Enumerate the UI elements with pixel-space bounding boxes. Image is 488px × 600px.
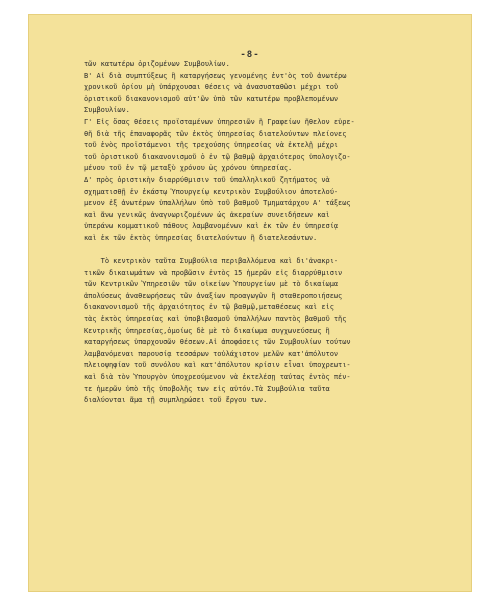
text-line: καὶ ἐκ τῶν ἐκτὸς ὑπηρεσίας διατελούντων ἢ διατελεσάντων. [84,233,318,242]
text-line: τοῦ ἑνὸς προϊστάμενοι τῆς τρεχούσης ὑπηρεσίας νὰ ἐκτελῇ μέχρι [84,141,339,150]
text-line: λαμβανόμεναι παρουσίᾳ τεσσάρων τοὐλάχιστον μελῶν κατ'ἀπόλυτον [84,349,339,358]
text-line: χρονικοῦ ὁρίου μὴ ὑπάρχουσαι θέσεις νὰ ἀνασυσταθῶσι μέχρι τοῦ [84,83,339,92]
text-line: Γ' Εἰς ὅσας θέσεις προϊσταμένων ὑπηρεσιῶν ἢ Γραφείων ἤθελον εὑρε- [84,117,355,126]
text-line: θῆ διὰ τῆς ἐπαναφορᾶς τῶν ἐκτὸς ὑπηρεσίας διατελούντων πλείονες [84,129,347,138]
text-line: τῶν κατωτέρω ὁριζομένων Συμβουλίων. [84,60,230,68]
text-line: ὁριστικοῦ διακανονισμοῦ αὐτ'ῶν ὑπὸ τῶν κατωτέρω προβλεπομένων [84,94,339,103]
text-line [84,245,464,257]
text-line: τικῶν δικαιωμάτων νὰ προβῶσιν ἐντὸς 15 ἡμερῶν εἰς διαρρύθμισιν [84,268,343,277]
text-line: καὶ ἄνω γενικῶς ἀναγνωριζομένων ὡς ἀκεραίων συνειδήσεων καὶ [84,210,330,219]
text-line: διαλύονται ἅμα τῇ συμπληρώσει τοῦ ἔργου των. [84,396,268,405]
page-number: -8- [240,50,260,60]
text-line: διακανονισμοῦ τῆς ἀρχαιότητος ἐν τῷ βαθμῷ,μεταθέσεως καὶ εἰς [84,303,334,312]
text-line: καὶ διὰ τὸν Ὑπουργὸν ὑποχρεούμενον νὰ ἐκτελέσῃ ταύτας ἐντὸς πέν- [84,373,351,382]
text-line: Δ' πρὸς ὁριστικὴν διαρρύθμισιν τοῦ ὑπαλληλικοῦ ζητήματος νὰ [84,175,330,184]
typewritten-text [84,59,464,407]
text-line: τε ἡμερῶν ὑπὸ τῆς ὑποβολῆς των εἰς αὐτόν.Τὰ Συμβούλια ταῦτα [84,384,330,393]
text-line: Β' Αἱ διὰ συμπτύξεως ἢ καταργήσεως γενομένης ἐντ'ὸς τοῦ ἀνωτέρω [84,71,347,80]
text-line: μενον ἐξ ἀνωτέρων ὑπαλλήλων ὑπὸ τοῦ βαθμοῦ Τμηματάρχου Α' τάξεως [84,199,351,208]
text-line: τῶν Κεντρικῶν Ὑπηρεσιῶν τῶν οἰκείων Ὑπουργείων μὲ τὸ δικαίωμα [84,280,339,289]
text-line: καταργήσεως ὑπαρχουσῶν θέσεων.Αἱ ἀποφάσεις τῶν Συμβουλίων τούτων [84,338,351,347]
text-line: Τὸ κεντρικὸν ταῦτα Συμβούλια περιβαλλόμενα καὶ δι'ἀνακρι- [84,257,339,266]
document-page [28,14,472,592]
text-line: σχηματισθῇ ἐν ἑκάστῳ Ὑπουργείῳ κεντρικὸν Συμβούλιον ἀποτελού- [84,187,339,196]
text-line: Συμβουλίων. [84,106,130,115]
text-line: πλειοψηφίαν τοῦ συνόλου καὶ κατ'ἀπόλυτον κρίσιν εἶναι ὑποχρεωτι- [84,361,351,370]
text-line: μένου τοῦ ἐν τῷ μεταξὺ χρόνου ὡς χρόνου ὑπηρεσίας. [84,164,293,173]
text-line: Κεντρικῆς ὑπηρεσίας,ὁμοίως δὲ μὲ τὸ δικαίωμα συγχωνεύσεως ἢ [84,326,330,335]
text-line: ἀπολύσεως ἀναθεωρήσεως τῶν ἀναξίων προαγωγῶν ἢ σταθεροποιήσεως [84,291,343,300]
text-line: τοῦ ὁριστικοῦ διακανονισμοῦ ὁ ἐν τῷ βαθμῷ ἀρχαιότερος ὑπολογιζο- [84,152,351,161]
text-line: ὑπεράνω κομματικοῦ πάθους λαμβανομένων καὶ ἐκ τῶν ἐν ὑπηρεσίᾳ [84,222,339,231]
text-line: τὰς ἐκτὸς ὑπηρεσίας καὶ ὑποβιβασμοῦ ὑπαλλήλων παντὸς βαθμοῦ τῆς [84,315,347,324]
